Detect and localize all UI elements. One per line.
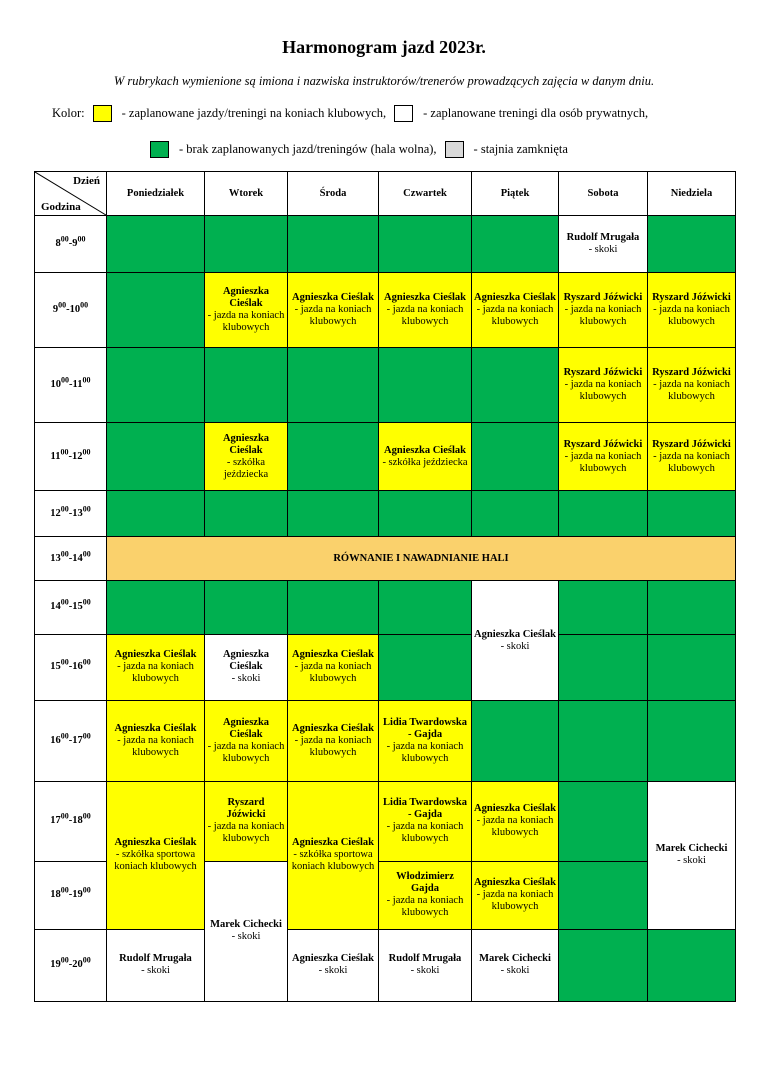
table-row (35, 348, 736, 423)
free-cell (472, 423, 559, 491)
free-cell (205, 348, 288, 423)
club-session-cell: Agnieszka Cieślak - jazda na koniach klubowych (472, 781, 559, 861)
free-cell (205, 491, 288, 537)
table-row (35, 537, 736, 581)
free-cell (648, 929, 736, 1001)
legend-green-label: - brak zaplanowanych jazd/treningów (hala wolna), (179, 142, 437, 156)
club-session-cell: Agnieszka Cieślak - szkółka sportowa koniach klubowych (288, 781, 379, 929)
free-cell (559, 781, 648, 861)
free-cell (379, 634, 472, 700)
day-header-sob: Sobota (559, 172, 648, 216)
club-session-cell: Ryszard Jóźwicki - jazda na koniach klubowych (648, 348, 736, 423)
private-session-cell: Agnieszka Cieślak - skoki (472, 581, 559, 700)
private-session-cell: Marek Cichecki - skoki (205, 861, 288, 1001)
free-cell (559, 861, 648, 929)
club-session-cell: Agnieszka Cieślak - szkółka jeździecka (205, 423, 288, 491)
hour-cell: $10^{00}-11^{00}$ (35, 348, 107, 423)
free-cell (559, 700, 648, 781)
free-cell (648, 581, 736, 634)
table-row (35, 700, 736, 781)
club-session-cell: Agnieszka Cieślak - szkółka jeździecka (379, 423, 472, 491)
free-cell (648, 700, 736, 781)
free-cell (648, 216, 736, 273)
table-row (35, 273, 736, 348)
legend-gray-label: - stajnia zamknięta (473, 142, 568, 156)
table-row (35, 216, 736, 273)
hour-cell: $15^{00}-16^{00}$ (35, 634, 107, 700)
club-session-cell: Ryszard Jóźwicki - jazda na koniach klubowych (648, 423, 736, 491)
hour-cell: $13^{00}-14^{00}$ (35, 537, 107, 581)
club-session-cell: Agnieszka Cieślak - jazda na koniach klubowych (107, 700, 205, 781)
free-cell (379, 491, 472, 537)
hour-cell: $11^{00}-12^{00}$ (35, 423, 107, 491)
free-cell (288, 348, 379, 423)
header-row (35, 172, 736, 216)
club-session-cell: Agnieszka Cieślak - jazda na koniach klubowych (288, 634, 379, 700)
day-header-sr: Środa (288, 172, 379, 216)
day-header-nd: Niedziela (648, 172, 736, 216)
free-cell (472, 700, 559, 781)
maintenance-cell: RÓWNANIE I NAWADNIANIE HALI (107, 537, 736, 581)
club-session-cell: Włodzimierz Gajda - jazda na koniach klubowych (379, 861, 472, 929)
club-session-cell: Agnieszka Cieślak - jazda na koniach klubowych (205, 700, 288, 781)
schedule-table (34, 171, 736, 1002)
club-session-cell: Agnieszka Cieślak - jazda na koniach klubowych (107, 634, 205, 700)
hour-cell: $12^{00}-13^{00}$ (35, 491, 107, 537)
free-cell (107, 216, 205, 273)
free-cell (288, 491, 379, 537)
club-session-cell: Ryszard Jóźwicki - jazda na koniach klubowych (205, 781, 288, 861)
free-cell (288, 216, 379, 273)
free-cell (559, 491, 648, 537)
legend-row-1 (52, 105, 648, 122)
free-cell (379, 348, 472, 423)
club-session-cell: Ryszard Jóźwicki - jazda na koniach klubowych (559, 423, 648, 491)
corner-cell (35, 172, 107, 216)
free-cell (559, 634, 648, 700)
table-row (35, 929, 736, 1001)
free-cell (107, 348, 205, 423)
day-header-pt: Piątek (472, 172, 559, 216)
free-cell (379, 216, 472, 273)
legend-yellow-label: - zaplanowane jazdy/treningi na koniach klubowych, (121, 106, 387, 120)
free-cell (559, 929, 648, 1001)
free-cell (648, 634, 736, 700)
legend-gray-swatch (445, 141, 464, 158)
free-cell (288, 423, 379, 491)
free-cell (648, 491, 736, 537)
private-session-cell: Agnieszka Cieślak - skoki (205, 634, 288, 700)
free-cell (288, 581, 379, 634)
club-session-cell: Agnieszka Cieślak - jazda na koniach klubowych (472, 273, 559, 348)
day-header-cz: Czwartek (379, 172, 472, 216)
club-session-cell: Agnieszka Cieślak - jazda na koniach klubowych (288, 700, 379, 781)
club-session-cell: Ryszard Jóźwicki - jazda na koniach klubowych (559, 348, 648, 423)
private-session-cell: Rudolf Mrugała - skoki (379, 929, 472, 1001)
hour-cell: $8^{00}-9^{00}$ (35, 216, 107, 273)
hour-cell: $18^{00}-19^{00}$ (35, 861, 107, 929)
free-cell (472, 348, 559, 423)
club-session-cell: Ryszard Jóźwicki - jazda na koniach klubowych (559, 273, 648, 348)
free-cell (559, 581, 648, 634)
table-row (35, 781, 736, 861)
legend-green-swatch (150, 141, 169, 158)
legend-white-swatch (394, 105, 413, 122)
private-session-cell: Rudolf Mrugała - skoki (559, 216, 648, 273)
club-session-cell: Ryszard Jóźwicki - jazda na koniach klubowych (648, 273, 736, 348)
free-cell (472, 491, 559, 537)
private-session-cell: Rudolf Mrugała - skoki (107, 929, 205, 1001)
hour-cell: $19^{00}-20^{00}$ (35, 929, 107, 1001)
page-subtitle: W rubrykach wymienione są imiona i nazwiska instruktorów/trenerów prowadzących zajęcia w danym dniu. (113, 74, 655, 88)
corner-day-label: Dzień (73, 175, 100, 187)
hour-cell: $9^{00}-10^{00}$ (35, 273, 107, 348)
club-session-cell: Agnieszka Cieślak - jazda na koniach klubowych (288, 273, 379, 348)
table-row (35, 634, 736, 700)
legend-yellow-swatch (93, 105, 112, 122)
free-cell (472, 216, 559, 273)
hour-cell: $16^{00}-17^{00}$ (35, 700, 107, 781)
table-row (35, 491, 736, 537)
page-title: Harmonogram jazd 2023r. (282, 37, 486, 57)
free-cell (107, 423, 205, 491)
legend-row-2 (142, 141, 568, 158)
private-session-cell: Agnieszka Cieślak - skoki (288, 929, 379, 1001)
free-cell (205, 216, 288, 273)
private-session-cell: Marek Cichecki - skoki (472, 929, 559, 1001)
club-session-cell: Lidia Twardowska - Gajda - jazda na koniach klubowych (379, 781, 472, 861)
corner-hour-label: Godzina (41, 201, 81, 214)
table-row (35, 581, 736, 634)
hour-cell: $17^{00}-18^{00}$ (35, 781, 107, 861)
table-row (35, 423, 736, 491)
hour-cell: $14^{00}-15^{00}$ (35, 581, 107, 634)
club-session-cell: Agnieszka Cieślak - jazda na koniach klubowych (379, 273, 472, 348)
free-cell (205, 581, 288, 634)
club-session-cell: Agnieszka Cieślak - jazda na koniach klubowych (205, 273, 288, 348)
club-session-cell: Agnieszka Cieślak - jazda na koniach klubowych (472, 861, 559, 929)
legend-white-label: - zaplanowane treningi dla osób prywatnych, (423, 106, 649, 120)
free-cell (107, 273, 205, 348)
private-session-cell: Marek Cichecki - skoki (648, 781, 736, 929)
day-header-wt: Wtorek (205, 172, 288, 216)
day-header-pn: Poniedziałek (107, 172, 205, 216)
free-cell (107, 581, 205, 634)
legend-prefix: Kolor: (52, 106, 85, 120)
free-cell (379, 581, 472, 634)
club-session-cell: Agnieszka Cieślak - szkółka sportowa koniach klubowych (107, 781, 205, 929)
free-cell (107, 491, 205, 537)
club-session-cell: Lidia Twardowska - Gajda - jazda na koniach klubowych (379, 700, 472, 781)
